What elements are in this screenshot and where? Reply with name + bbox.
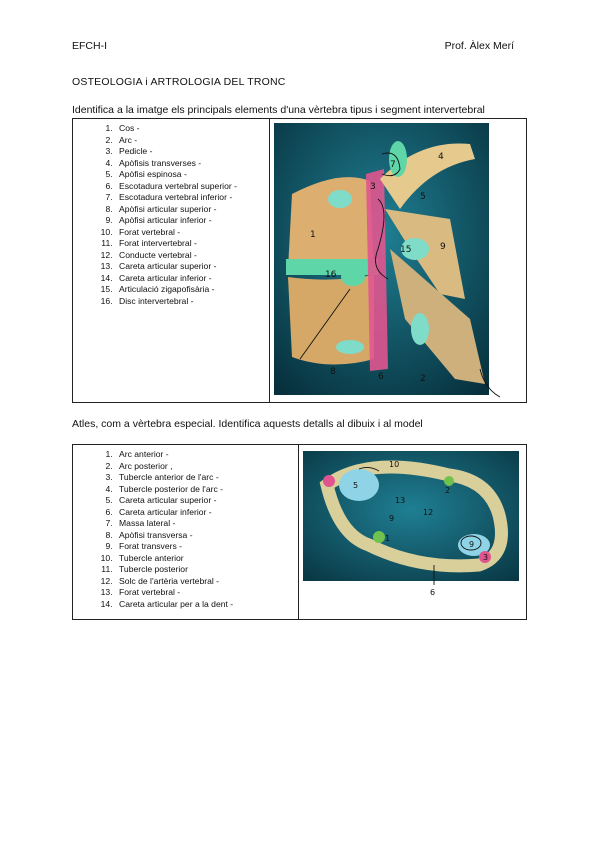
transverse-process-left (323, 475, 335, 487)
vertebra-list-item: 5. Apòfisi espinosa - (115, 169, 269, 181)
atlas-list-item: 14. Careta articular per a la dent - (115, 599, 298, 611)
atlas-list-item: 9. Forat transvers - (115, 541, 298, 553)
atlas-list-item: 10. Tubercle anterior (115, 553, 298, 565)
annotation-label: 5 (353, 481, 359, 490)
vertebra-list-item: 2. Arc - (115, 135, 269, 147)
vertebra-list-item: 10. Forat vertebral - (115, 227, 269, 239)
vertebra-list-item: 6. Escotadura vertebral superior - (115, 181, 269, 193)
vertebra-list-cell (73, 119, 270, 403)
annotation-label: 2 (445, 486, 451, 495)
vertebra-illustration (270, 119, 526, 402)
vertebra-list-item: 7. Escotadura vertebral inferior - (115, 192, 269, 204)
annotation-label: 9 (389, 514, 395, 523)
vertebra-list-item: 8. Apòfisi articular superior - (115, 204, 269, 216)
annotation-label: 16 (325, 270, 337, 280)
annotation-label: 10 (389, 460, 400, 469)
atlas-list-item: 5. Careta articular superior - (115, 495, 298, 507)
vertebra-list-item: 9. Apòfisi articular inferior - (115, 215, 269, 227)
inferior-facet (336, 340, 364, 354)
superior-articular-facet (339, 469, 379, 501)
upper-vertebral-body (288, 177, 374, 273)
vertebra-list-item: 16. Disc intervertebral - (115, 296, 269, 308)
atlas-list-item: 8. Apòfisi transversa - (115, 530, 298, 542)
vertebra-parts-list (73, 123, 269, 307)
page-title: OSTEOLOGIA i ARTROLOGIA DEL TRONC (72, 76, 286, 88)
annotation-label: 8 (330, 367, 336, 377)
vertebra-table (72, 118, 527, 403)
annotation-label: 6 (378, 372, 384, 382)
annotation-label: 2 (420, 374, 426, 384)
atlas-list-item: 3. Tubercle anterior de l'arc - (115, 472, 298, 484)
annotation-label: 12 (423, 508, 434, 517)
author: Prof. Àlex Merí (444, 40, 514, 52)
vertebra-list-item: 1. Cos - (115, 123, 269, 135)
vertebra-list-item: 12. Conducte vertebral - (115, 250, 269, 262)
vertebra-list-item: 3. Pedicle - (115, 146, 269, 158)
annotation-label: 13 (395, 496, 406, 505)
transverse-process-tip (373, 531, 385, 543)
disc-facet (341, 268, 365, 286)
atlas-list-cell (73, 445, 299, 620)
atlas-list-item: 7. Massa lateral - (115, 518, 298, 530)
atlas-list-item: 4. Tubercle posterior de l'arc - (115, 484, 298, 496)
annotation-label: 1 (385, 534, 391, 543)
course-code: EFCH-I (72, 40, 107, 52)
vertebra-list-item: 14. Careta articular inferior - (115, 273, 269, 285)
posterior-tubercle (444, 476, 454, 486)
annotation-label: 7 (390, 160, 396, 170)
annotation-label: 9 (440, 242, 446, 252)
annotation-label: 9 (469, 540, 475, 549)
atlas-image-cell (299, 445, 527, 620)
atlas-illustration (299, 445, 526, 619)
atlas-list-item: 2. Arc posterior , (115, 461, 298, 473)
superior-facet (328, 190, 352, 208)
atlas-list-item: 1. Arc anterior - (115, 449, 298, 461)
section1-instruction: Identifica a la imatge els principals elements d'una vèrtebra tipus i segment intervertebral (72, 104, 485, 116)
vertebra-image-cell (270, 119, 527, 403)
lower-process-facet (411, 313, 429, 345)
annotation-label: 3 (483, 553, 489, 562)
atlas-list-item: 6. Careta articular inferior - (115, 507, 298, 519)
vertebra-list-item: 11. Forat intervertebral - (115, 238, 269, 250)
atlas-parts-list (73, 449, 298, 610)
annotation-label: 4 (438, 152, 444, 162)
atlas-table (72, 444, 527, 620)
vertebra-list-item: 13. Careta articular superior - (115, 261, 269, 273)
annotation-label: 3 (370, 182, 376, 192)
annotation-label: 1 (310, 230, 316, 240)
atlas-list-item: 13. Forat vertebral - (115, 587, 298, 599)
section2-instruction: Atles, com a vèrtebra especial. Identifica aquests detalls al dibuix i al model (72, 418, 423, 430)
vertebra-list-item: 4. Apòfisis transverses - (115, 158, 269, 170)
annotation-label: 6 (430, 588, 436, 597)
annotation-label: 5 (420, 192, 426, 202)
atlas-list-item: 11. Tubercle posterior (115, 564, 298, 576)
atlas-list-item: 12. Solc de l'artèria vertebral - (115, 576, 298, 588)
annotation-label: 15 (400, 245, 412, 255)
vertebra-list-item: 15. Articulació zigapofisària - (115, 284, 269, 296)
